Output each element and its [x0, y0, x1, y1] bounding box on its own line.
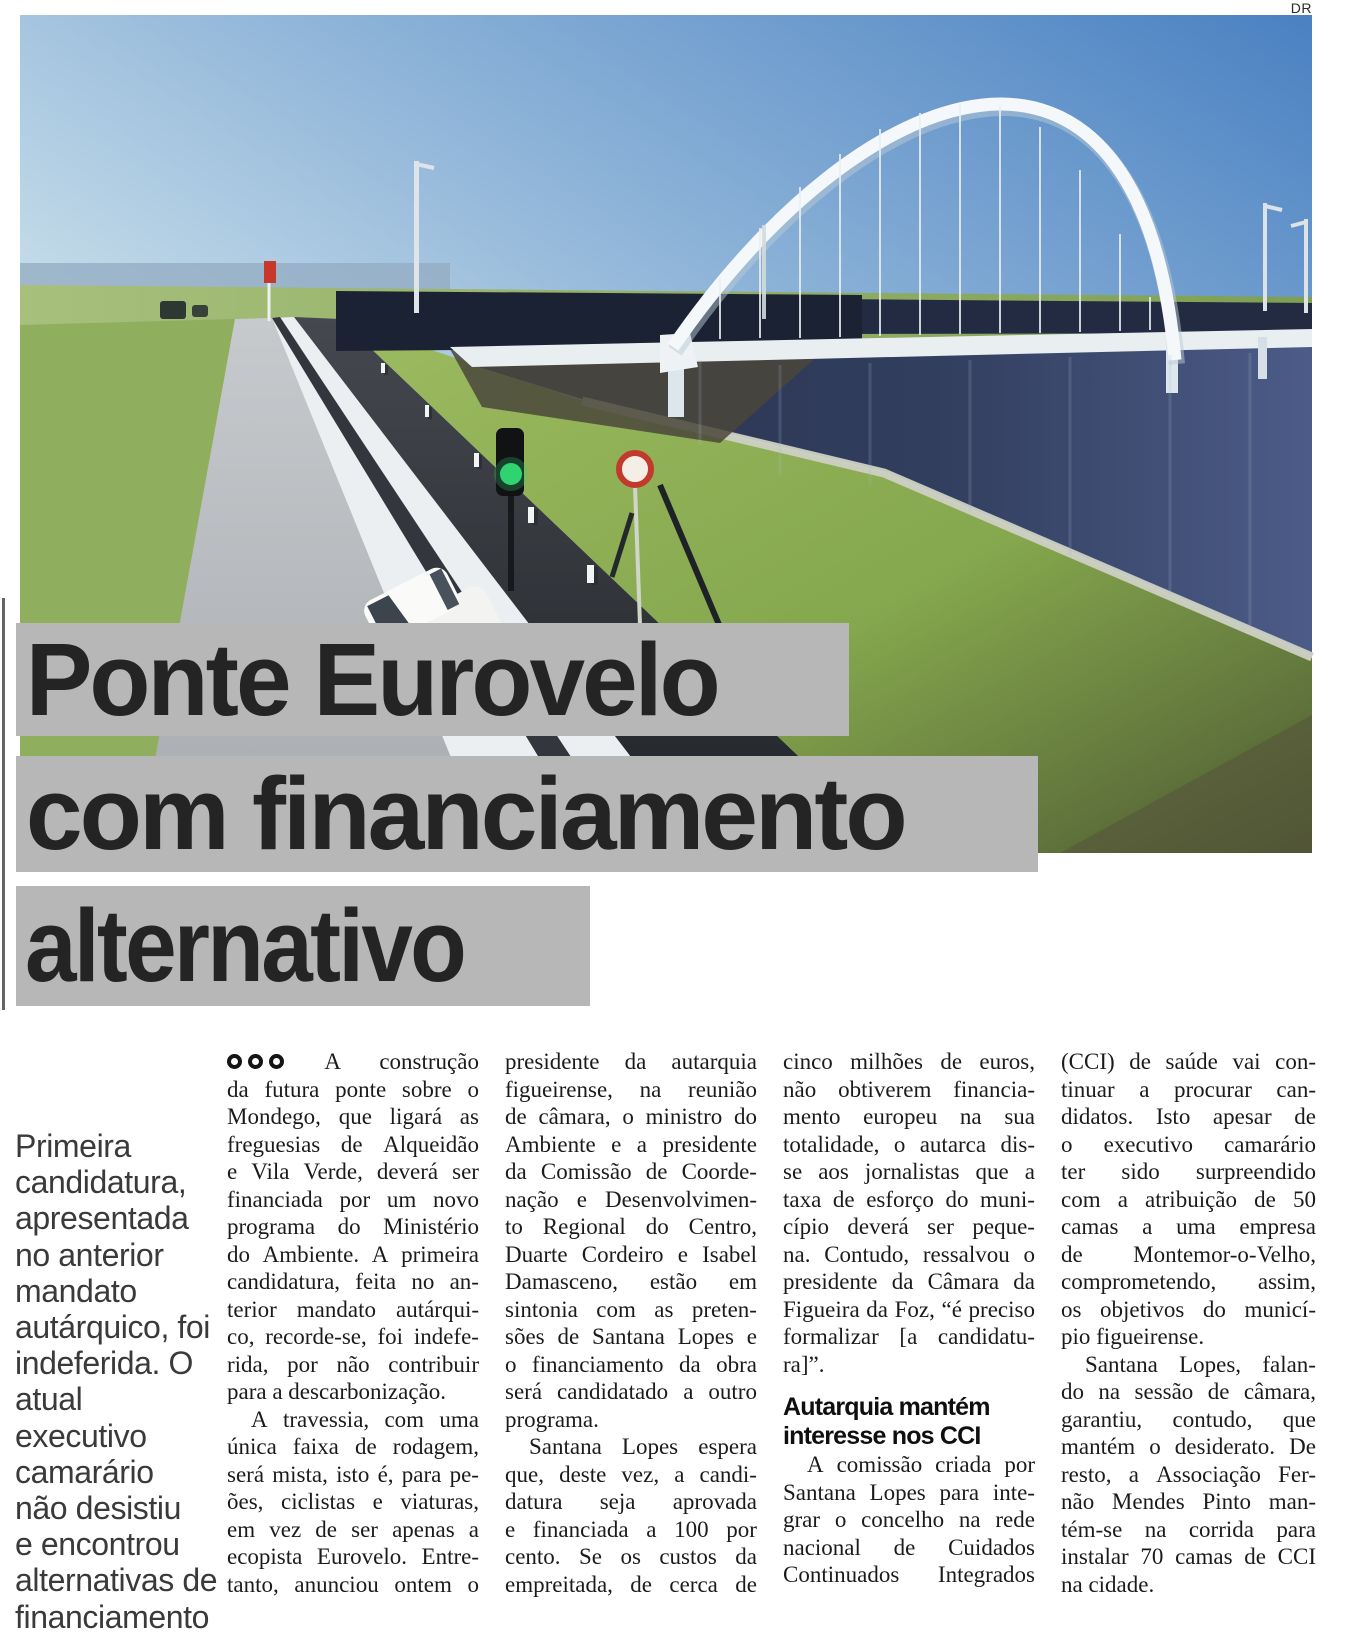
text-line: totalidade, o autarca dis- [783, 1131, 1035, 1157]
text-line: se aos jornalistas que a [783, 1159, 1035, 1184]
photo-credit: DR [1290, 0, 1312, 16]
text-line: Mondego, que ligará as [227, 1104, 479, 1129]
headline-text: alternativo [25, 888, 465, 1003]
bridge-pier [1258, 337, 1267, 379]
text-line: freguesias de Alqueidão [227, 1131, 479, 1157]
text-line: formalizar [a candidatu- [783, 1324, 1035, 1349]
text-line: apresentada [15, 1200, 189, 1237]
text-line: candidatura, feita no an- [227, 1269, 479, 1294]
text-line: ter sido surpreendido [1061, 1159, 1316, 1184]
text-line: terior mandato autárqui- [227, 1296, 479, 1322]
headline-line-3 [16, 886, 590, 1006]
text-line: tém-se na corrida para [1061, 1516, 1316, 1542]
column-subhead-line: interesse nos CCI [783, 1422, 981, 1450]
text-line: presidente da Câmara da [783, 1269, 1035, 1294]
text-line: datura seja aprovada [505, 1489, 757, 1514]
text-line: alternativas de [15, 1562, 218, 1599]
text-line: Santana Lopes, falan- [1085, 1351, 1316, 1377]
text-line: não obtiverem financia- [783, 1076, 1035, 1102]
text-line: atual executivo [15, 1381, 147, 1454]
text-line: figueirense, na reunião [505, 1076, 757, 1102]
text-line: Duarte Cordeiro e Isabel [505, 1241, 757, 1267]
article-column-2 [505, 1048, 757, 1598]
text-line: candidatura, [15, 1164, 187, 1201]
text-line: cento. Se os custos da [505, 1544, 757, 1569]
text-line: Primeira [15, 1128, 131, 1164]
paragraph-bullets-icon [227, 1048, 284, 1076]
text-line: na. Contudo, ressalvou o [783, 1241, 1035, 1267]
text-line: Santana Lopes para inte- [783, 1479, 1035, 1505]
article-column-3 [783, 1048, 1035, 1589]
text-line: que, deste vez, a candi- [505, 1461, 757, 1487]
text-line: nacional de Cuidados [783, 1534, 1035, 1560]
text-line: Ambiente e a presidente [505, 1131, 757, 1157]
text-line: sintonia com as preten- [505, 1296, 757, 1322]
text-line: na cidade. [1061, 1571, 1155, 1597]
text-line: para a descarbonização. [227, 1379, 446, 1404]
text-line: da Comissão de Coorde- [505, 1159, 757, 1184]
article-column-1 [227, 1048, 479, 1598]
text-line: Santana Lopes espera [529, 1434, 757, 1459]
text-line: será candidatado a outro [505, 1379, 757, 1404]
text-line: e encontrou [15, 1526, 180, 1563]
text-line: mandato [15, 1272, 137, 1309]
text-line: A comissão criada por [807, 1452, 1035, 1477]
text-line: Figueira da Foz, “é preciso [783, 1296, 1035, 1322]
article-column-4 [1061, 1048, 1316, 1598]
text-line: camas a uma empresa [1061, 1214, 1316, 1239]
text-line: não desistiu [15, 1490, 181, 1527]
text-line: tanto, anunciou ontem o [227, 1571, 479, 1597]
text-line: financiamento [15, 1598, 210, 1635]
text-line: A travessia, com uma [251, 1406, 479, 1432]
text-line: de Montemor-o-Velho, [1061, 1241, 1316, 1267]
text-line: e financiada a 100 por [505, 1516, 757, 1542]
text-line: tinuar a procurar can- [1061, 1076, 1316, 1102]
text-line: resto, a Associação Fer- [1061, 1461, 1316, 1487]
text-line: programa do Ministério [227, 1214, 479, 1239]
text-line: rida, por não contribuir [227, 1351, 479, 1377]
text-line: e Vila Verde, deverá ser [227, 1159, 479, 1184]
text-line: mento europeu na sua [783, 1104, 1035, 1129]
text-line: não Mendes Pinto man- [1061, 1489, 1316, 1514]
text-line: da futura ponte sobre o [227, 1076, 479, 1102]
text-line: pio figueirense. [1061, 1324, 1205, 1349]
text-line: Continuados Integrados [783, 1562, 1035, 1587]
text-line: sões de Santana Lopes e [505, 1324, 757, 1349]
text-line: financiada por um novo [227, 1186, 479, 1212]
text-line: didatos. Isto apesar de [1061, 1104, 1316, 1129]
text-line: com a atribuição de 50 [1061, 1186, 1316, 1212]
text-line: taxa de esforço do muni- [783, 1186, 1035, 1212]
text-line: do na sessão de câmara, [1061, 1379, 1316, 1404]
text-line: cípio deverá ser peque- [783, 1214, 1035, 1239]
text-line: no anterior [15, 1236, 164, 1273]
text-line: será mista, isto é, para pe- [227, 1461, 479, 1487]
headline-text: com financiamento [25, 756, 905, 871]
text-line: co, recorde-se, foi indefe- [227, 1324, 479, 1349]
text-line: comprometendo, assim, [1061, 1269, 1316, 1294]
text-line: do Ambiente. A primeira [227, 1241, 479, 1267]
text-line: cinco milhões de euros, [783, 1049, 1035, 1074]
headline-line-2 [16, 756, 1038, 872]
text-line: Damasceno, estão em [505, 1269, 757, 1294]
text-line: programa. [505, 1406, 599, 1432]
text-line: garantiu, contudo, que [1061, 1406, 1316, 1432]
text-line: de câmara, o ministro do [505, 1104, 757, 1129]
text-line: nação e Desenvolvimen- [505, 1186, 757, 1212]
text-line: (CCI) de saúde vai con- [1061, 1049, 1316, 1074]
text-line: autárquico, foi [15, 1309, 211, 1346]
column-subhead-line: Autarquia mantém [783, 1393, 990, 1421]
text-line: A construção [227, 1048, 479, 1076]
text-line: camarário [15, 1453, 154, 1490]
text-line: empreitada, de cerca de [505, 1571, 757, 1597]
standfirst [15, 1128, 220, 1635]
text-line: ra]”. [783, 1351, 825, 1377]
text-line: instalar 70 camas de CCI [1061, 1544, 1316, 1569]
page-fold-line [2, 598, 5, 1010]
text-line: em vez de ser apenas a [227, 1516, 479, 1542]
headline-line-1 [16, 623, 849, 736]
text-line: mantém o desiderato. De [1061, 1434, 1316, 1459]
text-line: os objetivos do municí- [1061, 1296, 1316, 1322]
text-line: o financiamento da obra [505, 1351, 757, 1377]
text-line: única faixa de rodagem, [227, 1434, 479, 1459]
text-line: o executivo camarário [1061, 1131, 1316, 1157]
text-line: grar o concelho na rede [783, 1507, 1035, 1532]
text-line: ões, ciclistas e viaturas, [227, 1489, 479, 1514]
text-line: indeferida. O [15, 1345, 194, 1382]
text-line: presidente da autarquia [505, 1049, 757, 1074]
text-line: ecopista Eurovelo. Entre- [227, 1544, 479, 1569]
headline-text: Ponte Eurovelo [25, 621, 718, 737]
text-line: to Regional do Centro, [505, 1214, 757, 1239]
